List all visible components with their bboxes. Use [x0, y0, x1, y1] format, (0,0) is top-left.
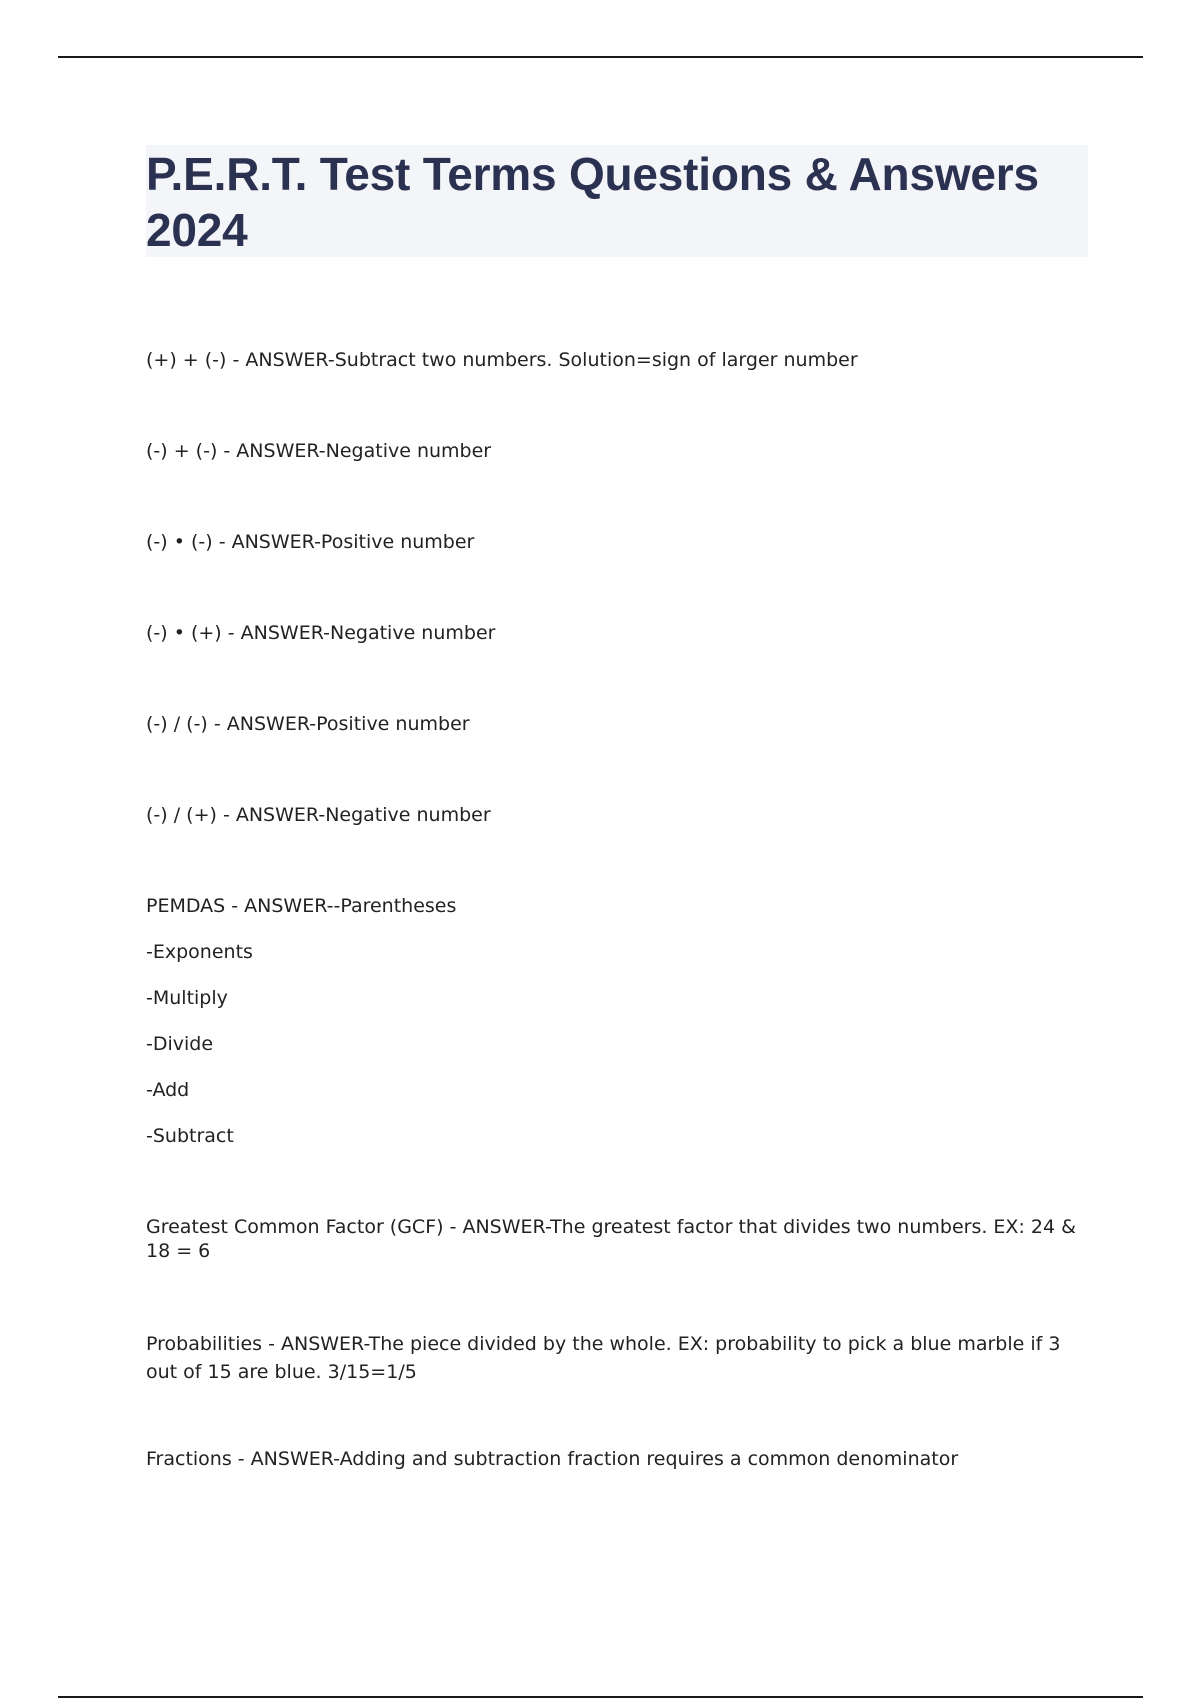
qa-item: (-) + (-) - ANSWER-Negative number — [146, 440, 492, 462]
pemdas-line: -Subtract — [146, 1125, 234, 1147]
document-title: P.E.R.T. Test Terms Questions & Answers 2024 — [146, 148, 1039, 256]
pemdas-heading: PEMDAS - ANSWER--Parentheses — [146, 895, 457, 917]
pemdas-line: -Add — [146, 1079, 190, 1101]
pemdas-line: -Divide — [146, 1033, 214, 1055]
fractions-item: Fractions - ANSWER-Adding and subtraction fraction requires a common denominator — [146, 1448, 959, 1470]
document-body — [146, 348, 1096, 1471]
qa-item: (-) • (+) - ANSWER-Negative number — [146, 622, 496, 644]
pemdas-line: -Multiply — [146, 987, 228, 1009]
top-rule — [58, 56, 1143, 58]
bottom-rule — [58, 1696, 1143, 1698]
probabilities-item: Probabilities - ANSWER-The piece divided by the whole. EX: probability to pick a blue marble if 3 out of 15 are blue. 3/15=1/5 — [146, 1333, 1061, 1383]
gcf-item: Greatest Common Factor (GCF) - ANSWER-The greatest factor that divides two numbers. EX: 24 & 18 = 6 — [146, 1216, 1076, 1262]
qa-item: (-) / (+) - ANSWER-Negative number — [146, 804, 491, 826]
qa-item: (-) / (-) - ANSWER-Positive number — [146, 713, 470, 735]
qa-item: (+) + (-) - ANSWER-Subtract two numbers. Solution=sign of larger number — [146, 349, 858, 371]
qa-item: (-) • (-) - ANSWER-Positive number — [146, 531, 475, 553]
pemdas-line: -Exponents — [146, 941, 253, 963]
